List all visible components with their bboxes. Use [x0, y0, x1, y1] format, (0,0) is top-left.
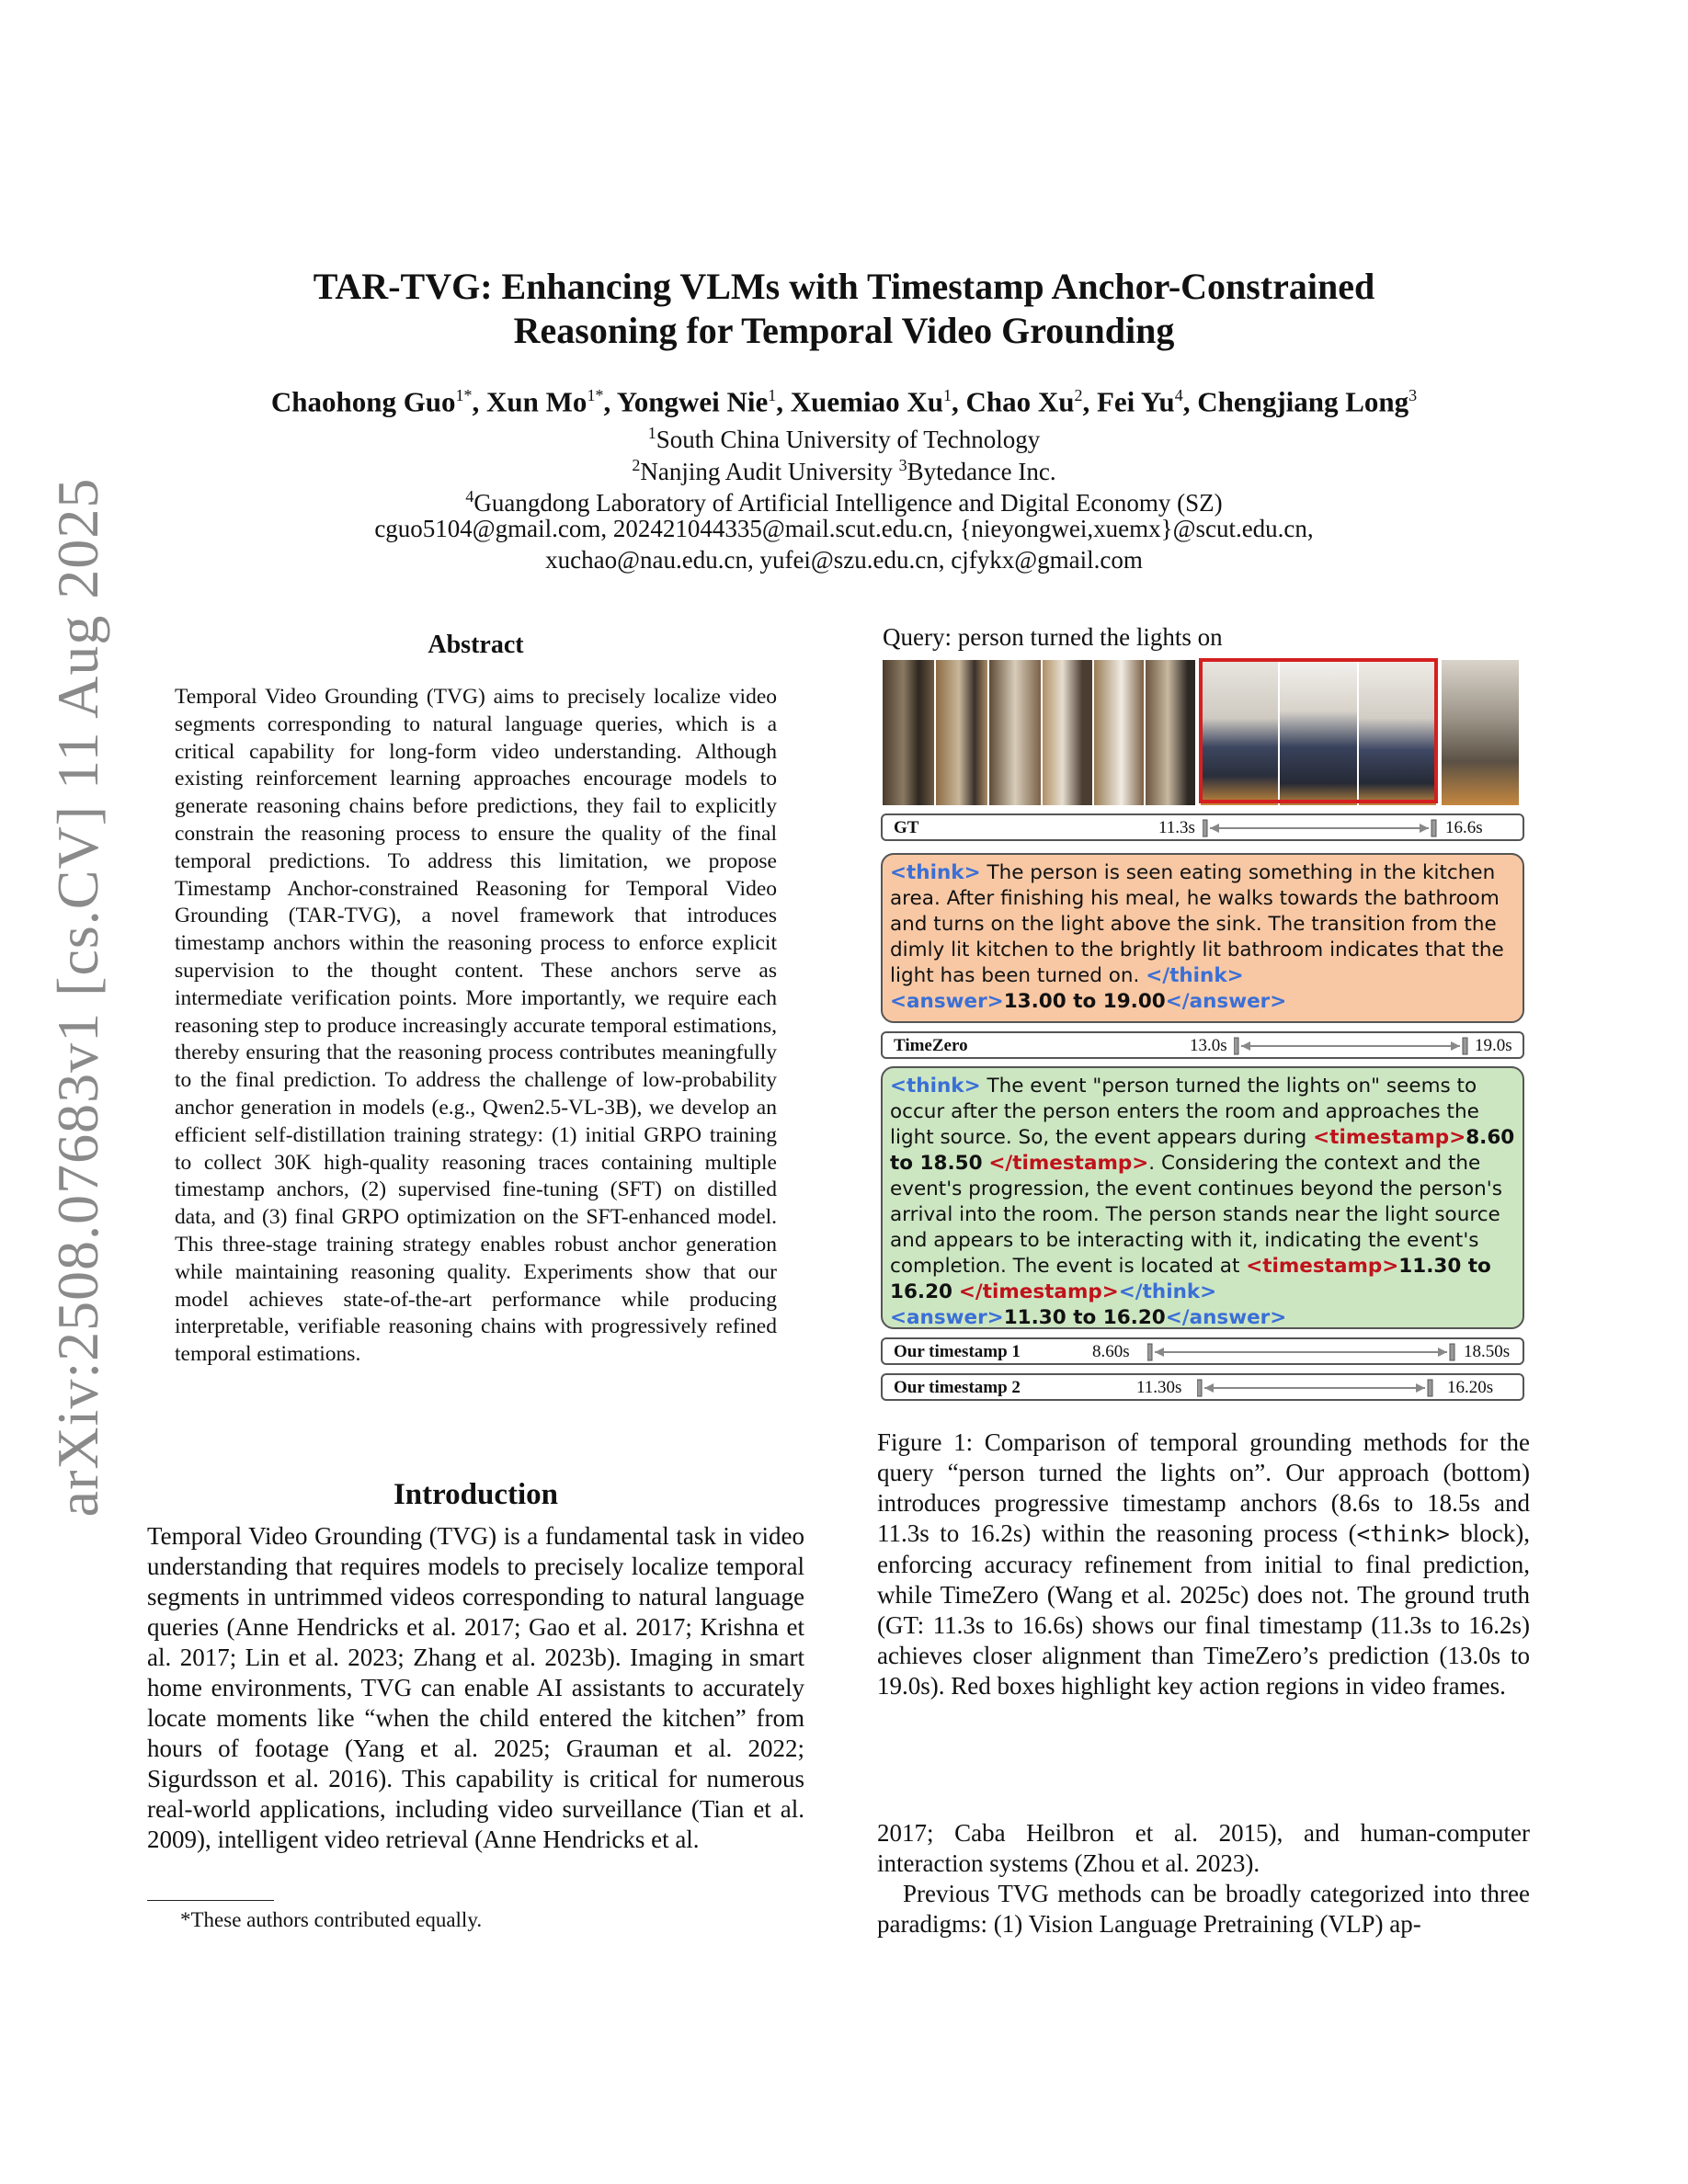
author: Xun Mo: [486, 385, 587, 418]
author: Chengjiang Long: [1197, 385, 1409, 418]
aff-sup: 1: [647, 424, 656, 442]
title-line-2: Reasoning for Temporal Video Grounding: [513, 310, 1175, 351]
ours-bar1-end: 18.50s: [1464, 1342, 1511, 1361]
timestamp-open-tag: <timestamp>: [1246, 1255, 1399, 1278]
think-close-tag: </think>: [1118, 1280, 1217, 1303]
timezero-answer: 13.00 to 19.00: [1003, 990, 1166, 1013]
gt-end: 16.6s: [1445, 818, 1483, 837]
timezero-think-text: The person is seen eating something in the kitchen area. After finishing his meal, he walks towards the bathroom and turns on the light above the sink. The transition from the dimly lit kitchen to the brightly lit bathroom indicates that the light has been turned on.: [890, 861, 1504, 987]
author-sup: 3: [1409, 386, 1418, 404]
paper-title: [0, 265, 1688, 353]
ours-timestamp-1: 8.60 to 18.50: [890, 1126, 1515, 1175]
arxiv-identifier: arXiv:2508.07683v1 [cs.CV] 11 Aug 2025: [45, 477, 110, 1518]
aff-text: South China University of Technology: [656, 426, 1041, 453]
ours-think-text-2: . Considering the context and the event's progression, the event continues beyond the person's arrival into the room. The person stands near the light source and appears to be interacting with it, indicating the event's completion. The event is located at: [890, 1152, 1502, 1278]
timezero-timeline-bar: [881, 1031, 1524, 1059]
key-action-red-box: [1199, 658, 1438, 803]
aff-text: Guangdong Laboratory of Artificial Intelligence and Digital Economy (SZ): [473, 489, 1223, 517]
author-sup: 1*: [587, 386, 604, 404]
aff-text: Nanjing Audit University: [640, 458, 899, 485]
think-open-tag: <think>: [890, 1075, 981, 1098]
author: Chao Xu: [965, 385, 1075, 418]
emails-line-2: xuchao@nau.edu.cn, yufei@szu.edu.cn, cjfykx@gmail.com: [545, 546, 1143, 574]
footnote: *These authors contributed equally.: [180, 1908, 483, 1931]
timezero-end: 19.0s: [1475, 1036, 1512, 1055]
video-frame: [989, 660, 1041, 805]
gt-label: GT: [894, 818, 919, 837]
right-column-paragraph-2: Previous TVG methods can be broadly categorized into three paradigms: (1) Vision Language Pretraining (VLP) ap-: [877, 1880, 1530, 1938]
ours-bar2-label: Our timestamp 2: [894, 1378, 1021, 1397]
video-frame: [1043, 660, 1092, 805]
timezero-label: TimeZero: [894, 1036, 968, 1055]
ours-think-text-1: The event "person turned the lights on" seems to occur after the person enters the room and approaches the light source. So, the event appears during: [890, 1075, 1479, 1149]
author: Chaohong Guo: [270, 385, 456, 418]
right-column-paragraph-1: 2017; Caba Heilbron et al. 2015), and human-computer interaction systems (Zhou et al. 2023).: [877, 1819, 1530, 1877]
author-sup: 4: [1174, 386, 1183, 404]
think-close-tag: </think>: [1146, 964, 1244, 987]
aff-sup: 4: [465, 487, 474, 506]
answer-open-tag: <answer>: [890, 1306, 1004, 1329]
gt-span-arrow: [1203, 819, 1442, 837]
caption-text-a: Figure 1: Comparison of temporal grounding methods for the query “person turned the lights on”. Our approach (bottom) introduces progressive timestamp anchors (8.6s to 18.5s and 11.3s to 16.2s) within the reasoning process (: [877, 1428, 1530, 1547]
video-frame: [1146, 660, 1195, 805]
timezero-start: 13.0s: [1190, 1036, 1227, 1055]
author: Xuemiao Xu: [790, 385, 943, 418]
ours-bar1-label: Our timestamp 1: [894, 1342, 1021, 1361]
author-list: Chaohong Guo$^{1*}$, Xun $Mo^{1*}$, Yongwei Nie$^1$, Xuemiao Xu$^1$, Chao Xu$^2$, Fei Yu$^4$, Chengjiang Long$^3$: [270, 385, 1418, 418]
think-open-tag: <think>: [890, 861, 981, 884]
ours-timestamp-1-bar: [881, 1337, 1524, 1365]
title-line-1: TAR-TVG: Enhancing VLMs with Timestamp Anchor-Constrained: [313, 266, 1375, 307]
emails-line-1: cguo5104@gmail.com, 202421044335@mail.scut.edu.cn, {nieyongwei,xuemx}@scut.edu.cn,: [374, 515, 1314, 542]
ours-bar2-end: 16.20s: [1447, 1378, 1494, 1397]
caption-text-b: block), enforcing accuracy refinement from initial to final prediction, while TimeZero (Wang et al. 2025c) does not. The ground truth (GT: 11.3s to 16.6s) shows our final timestamp (11.3s to 16.2s) achieves closer alignment than TimeZero’s prediction (13.0s to 19.0s). Red boxes highlight key action regions in video frames.: [877, 1519, 1530, 1700]
timestamp-close-tag: </timestamp>: [958, 1280, 1119, 1303]
ours-bar2-span-arrow: [1197, 1379, 1438, 1397]
timestamp-close-tag: </timestamp>: [988, 1152, 1149, 1175]
author-sup: 1*: [455, 386, 473, 404]
timestamp-open-tag: <timestamp>: [1313, 1126, 1466, 1149]
video-frame: [1442, 660, 1519, 805]
introduction-text: Temporal Video Grounding (TVG) is a fundamental task in video understanding that requires models to precisely localize temporal segments in untrimmed videos corresponding to natural language queries (Anne Hendricks et al. 2017; Gao et al. 2017; Krishna et al. 2017; Lin et al. 2023; Zhang et al. 2023b). Imaging in smart home environments, TVG can enable AI assistants to accurately locate moments like “when the child entered the kitchen” from hours of footage (Yang et al. 2025; Grauman et al. 2022; Sigurdsson et al. 2016). This capability is critical for numerous real-world applications, including video surveillance (Tian et al. 2009), intelligent video retrieval (Anne Hendricks et al.: [147, 1522, 804, 1853]
answer-close-tag: </answer>: [1165, 990, 1287, 1013]
ours-bar1-span-arrow: [1147, 1343, 1460, 1361]
video-frame: [936, 660, 987, 805]
ours-answer: 11.30 to 16.20: [1003, 1306, 1166, 1329]
ours-timestamp-2-bar: [881, 1373, 1524, 1401]
author-sup: 1: [768, 386, 777, 404]
caption-code: <think>: [1356, 1521, 1450, 1547]
answer-close-tag: </answer>: [1165, 1306, 1287, 1329]
aff-sup: 3: [898, 456, 907, 474]
author-sup: 1: [942, 386, 952, 404]
aff-text: Bytedance Inc.: [907, 458, 1056, 485]
abstract-heading: Abstract: [428, 631, 524, 659]
abstract-text: Temporal Video Grounding (TVG) aims to precisely localize video segments corresponding to natural language queries, which is a critical capability for long-form video understanding. Although existing reinforcement learning approaches encourage models to generate reasoning chains before predictions, they fail to explicitly constrain the reasoning process to ensure the quality of the final temporal predictions. To address this limitation, we propose Timestamp Anchor-constrained Reasoning for Temporal Video Grounding (TAR-TVG), a novel framework that introduces timestamp anchors within the reasoning process to enforce explicit supervision to the thought content. These anchors serve as intermediate verification points. More importantly, we require each reasoning step to produce increasingly accurate temporal estimations, thereby ensuring that the reasoning process contributes meaningfully to the final prediction. To address the challenge of low-probability anchor generation in models (e.g., Qwen2.5-VL-3B), we develop an efficient self-distillation training strategy: (1) initial GRPO training to collect 30K high-quality reasoning traces containing multiple timestamp anchors, (2) supervised fine-tuning (SFT) on distilled data, and (3) final GRPO optimization on the SFT-enhanced model. This three-stage training strategy enables robust anchor generation while maintaining reasoning quality. Experiments show that our model achieves state-of-the-art performance while producing interpretable, verifiable reasoning chains with progressively refined temporal estimations.: [175, 685, 777, 1367]
introduction-heading: Introduction: [393, 1478, 559, 1511]
ours-bar1-start: 8.60s: [1092, 1342, 1130, 1361]
ours-timestamp-2: 11.30 to 16.20: [890, 1255, 1491, 1303]
gt-timeline-bar: [881, 813, 1524, 841]
timezero-span-arrow: [1234, 1037, 1473, 1055]
aff-sup: 2: [632, 456, 641, 474]
timezero-reasoning-box: [881, 853, 1524, 1023]
gt-start: 11.3s: [1158, 818, 1195, 837]
ours-reasoning-box: [881, 1066, 1524, 1329]
video-frames: [883, 660, 1519, 805]
answer-open-tag: <answer>: [890, 990, 1004, 1013]
video-frame: [883, 660, 934, 805]
figure-query: Query: person turned the lights on: [883, 623, 1223, 651]
video-frame: [1094, 660, 1144, 805]
ours-bar2-start: 11.30s: [1136, 1378, 1182, 1397]
author: Yongwei Nie: [616, 385, 769, 418]
author-sup: 2: [1074, 386, 1083, 404]
figure-caption: [877, 1428, 1530, 1701]
footnote-rule: [147, 1900, 274, 1901]
author: Fei Yu: [1096, 385, 1175, 418]
